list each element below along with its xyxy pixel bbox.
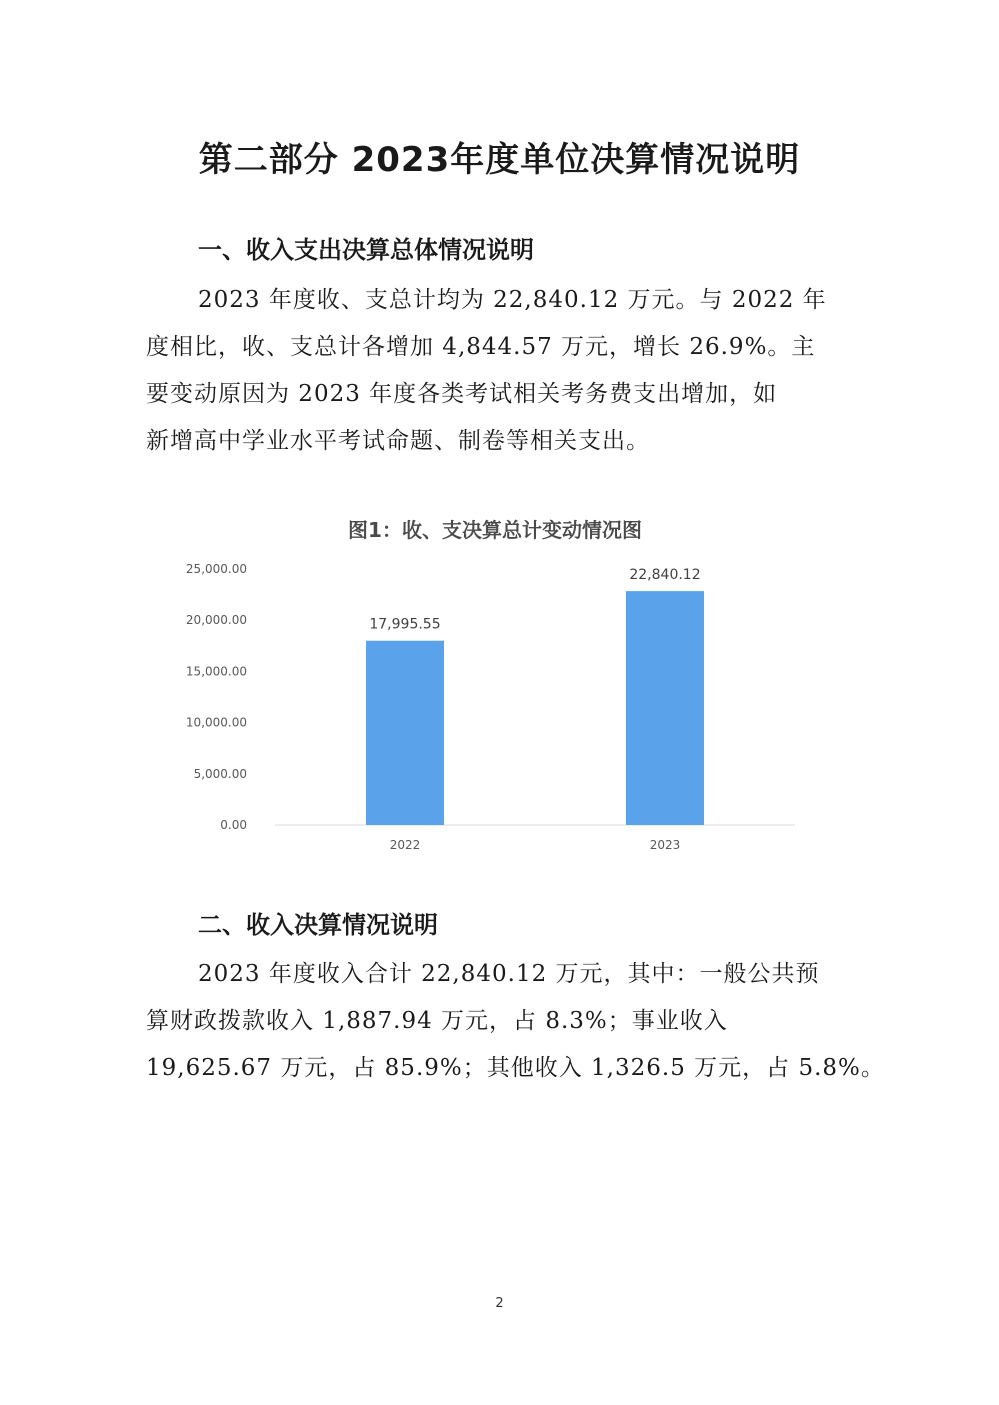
section2-line-3: 19,625.67 万元，占 85.9%；其他收入 1,326.5 万元，占 5.8%。 <box>146 1055 885 1081</box>
section1-line-3: 要变动原因为 2023 年度各类考试相关考务费支出增加，如 <box>146 381 778 407</box>
section1-line-1: 2023 年度收、支总计均为 22,840.12 万元。与 2022 年 <box>198 287 827 313</box>
x-axis-labels <box>390 838 681 852</box>
bar-chart-svg <box>175 505 815 865</box>
page-number: 2 <box>495 1296 504 1311</box>
y-tick-label: 5,000.00 <box>193 766 247 781</box>
section2-line-1: 2023 年度收入合计 22,840.12 万元，其中：一般公共预 <box>198 961 820 987</box>
section2-heading: 二、收入决算情况说明 <box>198 911 438 939</box>
page-title: 第二部分 2023年度单位决算情况说明 <box>198 140 801 180</box>
section1-heading: 一、收入支出决算总体情况说明 <box>198 236 534 264</box>
y-tick-label: 0.00 <box>220 818 247 832</box>
x-tick-label-2023: 2023 <box>649 838 681 852</box>
value-label-2023: 22,840.12 <box>629 567 701 584</box>
y-axis-labels <box>186 562 247 832</box>
x-tick-label-2022: 2022 <box>389 838 421 852</box>
section2-line-2: 算财政拨款收入 1,887.94 万元，占 8.3%；事业收入 <box>146 1008 728 1034</box>
chart-income-expense <box>175 505 815 865</box>
y-tick-label: 25,000.00 <box>185 562 247 576</box>
chart-title: 图1：收、支决算总计变动情况图 <box>348 518 642 542</box>
bar-2022 <box>366 641 444 825</box>
section1-line-2: 度相比，收、支总计各增加 4,844.57 万元，增长 26.9%。主 <box>146 334 816 360</box>
section1-line-4: 新增高中学业水平考试命题、制卷等相关支出。 <box>146 428 650 454</box>
y-tick-label: 10,000.00 <box>185 715 247 730</box>
bar-2023 <box>626 591 704 825</box>
value-label-2022: 17,995.55 <box>369 616 441 633</box>
y-tick-label: 15,000.00 <box>185 664 247 679</box>
y-tick-label: 20,000.00 <box>185 613 247 628</box>
